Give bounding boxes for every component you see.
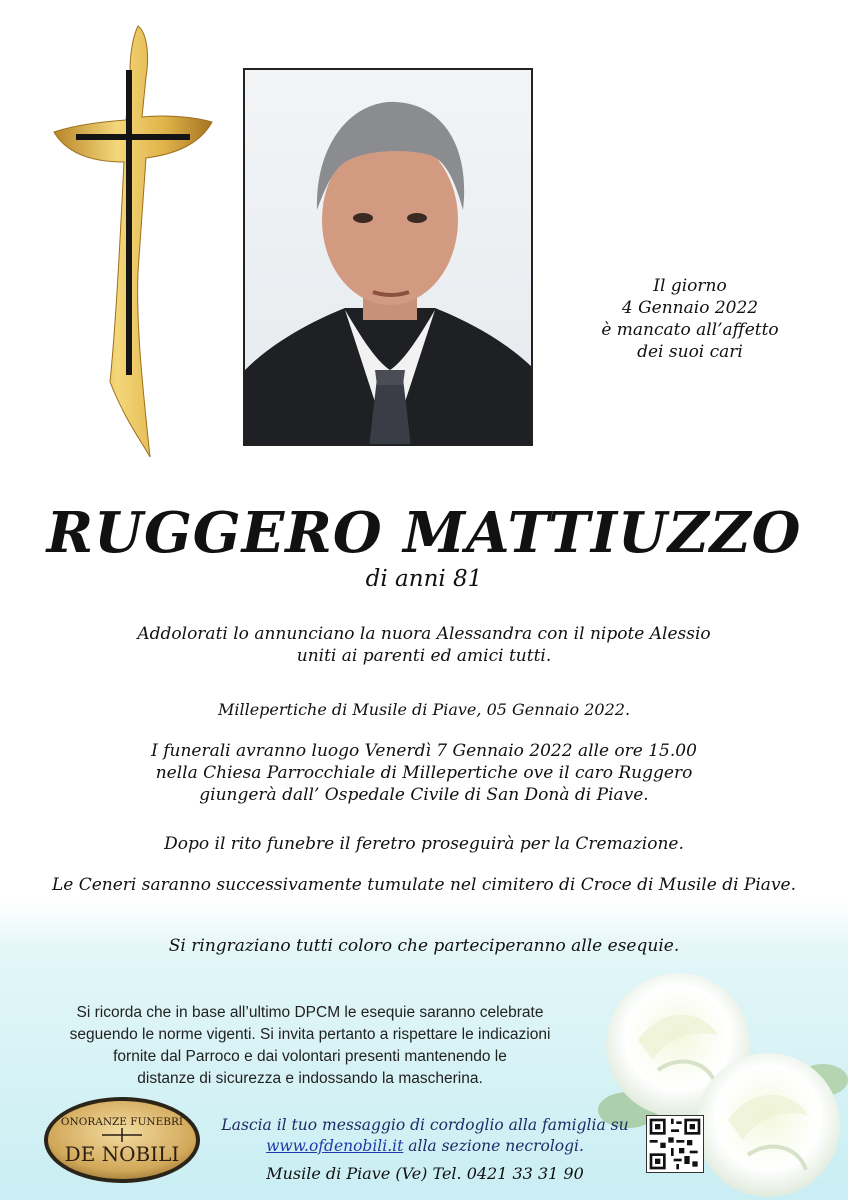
dpcm-line: distanze di sicurezza e indossando la mascherina.	[137, 1070, 483, 1087]
date-note-line: Il giorno	[653, 276, 727, 296]
condolence-suffix: alla sezione necrologi.	[403, 1137, 584, 1155]
announcement-line: Addolorati lo annunciano la nuora Alessandra con il nipote Alessio	[137, 624, 711, 644]
dpcm-notice	[40, 1002, 580, 1090]
date-note-line: è mancato all’affetto	[601, 320, 779, 340]
website-link[interactable]: www.ofdenobili.it	[266, 1137, 404, 1155]
logo-bottom-text: DE NOBILI	[64, 1142, 180, 1166]
funeral-home-address: Musile di Piave (Ve) Tel. 0421 33 31 90	[266, 1164, 584, 1183]
portrait-illustration	[245, 70, 533, 446]
cross-icon	[50, 22, 220, 462]
funeral-line: I funerali avranno luogo Venerdì 7 Gennaio 2022 alle ore 15.00	[151, 741, 697, 761]
date-note-line: dei suoi cari	[637, 342, 743, 362]
condolence-line	[215, 1136, 635, 1157]
logo-top-text: ONORANZE FUNEBRI	[60, 1116, 184, 1128]
ashes-note: Le Ceneri saranno successivamente tumulate nel cimitero di Croce di Musile di Piave.	[51, 875, 797, 895]
deceased-name: RUGGERO MATTIUZZO	[46, 500, 802, 566]
funeral-line: giungerà dall’ Ospedale Civile di San Donà di Piave.	[199, 785, 649, 805]
roses-image	[598, 960, 848, 1200]
cremation-note: Dopo il rito funebre il feretro proseguirà per la Cremazione.	[164, 834, 684, 854]
funeral-line: nella Chiesa Parrocchiale di Millepertiche ove il caro Ruggero	[155, 763, 693, 783]
dpcm-line: Si ricorda che in base all’ultimo DPCM le esequie saranno celebrate	[76, 1004, 544, 1021]
announcement	[0, 623, 848, 667]
deceased-age: di anni 81	[365, 566, 483, 592]
date-note-line: 4 Gennaio 2022	[621, 298, 759, 318]
funeral-home-logo	[42, 1095, 202, 1185]
condolence-message	[215, 1115, 635, 1157]
place-date: Millepertiche di Musile di Piave, 05 Gennaio 2022.	[217, 700, 631, 719]
dpcm-line: fornite dal Parroco e dai volontari presenti mantenendo le	[113, 1048, 507, 1065]
thanks-note: Si ringraziano tutti coloro che parteciperanno alle esequie.	[168, 936, 680, 956]
portrait-photo	[243, 68, 533, 446]
qr-code-icon[interactable]	[646, 1115, 704, 1173]
death-date-note	[590, 275, 790, 363]
condolence-line: Lascia il tuo messaggio di cordoglio alla famiglia su	[221, 1116, 629, 1134]
announcement-line: uniti ai parenti ed amici tutti.	[296, 646, 552, 666]
dpcm-line: seguendo le norme vigenti. Si invita pertanto a rispettare le indicazioni	[69, 1026, 551, 1043]
funeral-details	[0, 740, 848, 806]
